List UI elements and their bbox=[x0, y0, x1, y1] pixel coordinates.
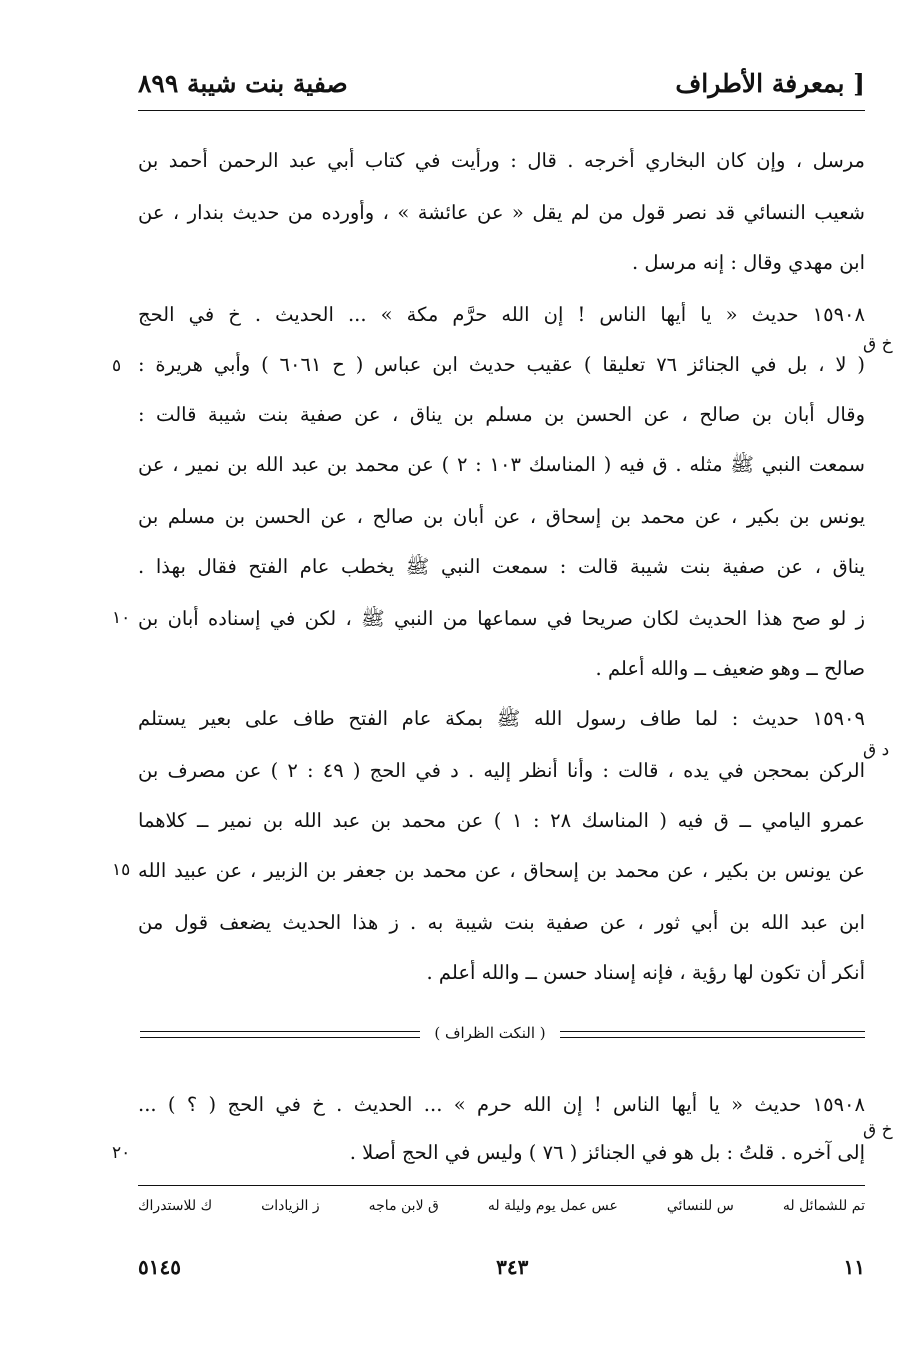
text-line: سمعت النبي ﷺ مثله . ق فيه ( المناسك ١٠٣ : ٢ ) عن محمد بن عبد الله بن نمير ، عن bbox=[138, 453, 865, 476]
abbreviation-key bbox=[138, 1198, 865, 1214]
separator-rule-left bbox=[140, 1031, 420, 1038]
text-line: الركن بمحجن في يده ، قالت : وأنا أنظر إليه . د في الحج ( ٤٩ : ٢ ) عن مصرف بن bbox=[138, 759, 865, 782]
text-line: عمرو اليامي ــ ق فيه ( المناسك ٢٨ : ١ ) عن محمد بن عبد الله بن نمير ــ كلاهما bbox=[138, 809, 865, 832]
abbr-item: س للنسائي bbox=[666, 1198, 734, 1214]
hadith-heading-15909: ١٥٩٠٩ حديث : لما طاف رسول الله ﷺ بمكة عام الفتح طاف على بعير يستلم bbox=[138, 707, 865, 730]
abbr-item: ق لابن ماجه bbox=[368, 1198, 439, 1214]
hadith-heading-15908: ١٥٩٠٨ حديث « يا أيها الناس ! إن الله حرَّم مكة » ... الحديث . خ في الحج bbox=[138, 303, 865, 326]
text-line: وقال أبان بن صالح ، عن الحسن بن مسلم بن يناق ، عن صفية بنت شيبة قالت : bbox=[138, 403, 865, 426]
text-line: يناق ، عن صفية بنت شيبة قالت : سمعت النبي ﷺ يخطب عام الفتح فقال بهذا . bbox=[138, 555, 865, 578]
line-number: ٥ bbox=[112, 356, 122, 376]
nukat-heading-15908: ١٥٩٠٨ حديث « يا أيها الناس ! إن الله حرم » ... الحديث . خ في الحج ( ؟ ) ... bbox=[138, 1093, 865, 1116]
header-right: بمعرفة الأطراف ] bbox=[675, 68, 865, 98]
text-line: يونس بن بكير ، عن محمد بن إسحاق ، عن أبان بن صالح ، عن الحسن بن مسلم بن bbox=[138, 505, 865, 528]
separator-rule-right bbox=[560, 1031, 865, 1038]
text-line: ( لا ، بل في الجنائز ٧٦ تعليقا ) عقيب حديث ابن عباس ( ح ٦٠٦١ ) وأبي هريرة : bbox=[138, 353, 865, 376]
footer-right: ١١ bbox=[843, 1255, 865, 1279]
text-line: ابن عبد الله بن أبي ثور ، عن صفية بنت شيبة به . ز هذا الحديث يضعف قول من bbox=[138, 911, 865, 934]
marginal-sigla: خ ق bbox=[863, 334, 893, 354]
marginal-sigla: د ق bbox=[863, 740, 890, 760]
page-footer bbox=[138, 1255, 865, 1279]
footer-left: ٥١٤٥ bbox=[138, 1255, 181, 1279]
abbr-item: عس عمل يوم وليلة له bbox=[487, 1198, 618, 1214]
marginal-sigla: خ ق bbox=[863, 1120, 893, 1140]
separator-label: ( النكت الظراف ) bbox=[434, 1024, 546, 1042]
line-number: ١٥ bbox=[112, 860, 131, 880]
line-number: ٢٠ bbox=[112, 1143, 131, 1163]
text-line: صالح ــ وهو ضعيف ــ والله أعلم . bbox=[595, 657, 865, 680]
abbr-item: ز الزيادات bbox=[261, 1198, 320, 1214]
header-left: صفية بنت شيبة ٨٩٩ bbox=[138, 68, 348, 98]
text-line: ز لو صح هذا الحديث لكان صريحا في سماعها من النبي ﷺ ، لكن في إسناده أبان بن bbox=[138, 607, 865, 630]
line-number: ١٠ bbox=[112, 608, 131, 628]
text-line: شعيب النسائي قد نصر قول من لم يقل « عن عائشة » ، وأورده من حديث بندار ، عن bbox=[138, 201, 865, 224]
text-line: إلى آخره . قلتُ : بل هو في الجنائز ( ٧٦ ) وليس في الحج أصلا . bbox=[349, 1141, 865, 1164]
text-line: ابن مهدي وقال : إنه مرسل . bbox=[631, 251, 865, 274]
running-header bbox=[138, 58, 865, 108]
text-line: مرسل ، وإن كان البخاري أخرجه . قال : ورأيت في كتاب أبي عبد الرحمن أحمد بن bbox=[138, 149, 865, 172]
abbr-item: تم للشمائل له bbox=[782, 1198, 865, 1214]
header-rule bbox=[138, 110, 865, 111]
footnote-rule bbox=[138, 1185, 865, 1186]
abbr-item: ك للاستدراك bbox=[138, 1198, 213, 1214]
page-number: ٣٤٣ bbox=[496, 1255, 529, 1279]
text-line: أنكر أن تكون لها رؤية ، فإنه إسناد حسن ــ والله أعلم . bbox=[426, 961, 865, 984]
text-line: عن يونس بن بكير ، عن محمد بن إسحاق ، عن محمد بن جعفر بن الزبير ، عن عبيد الله bbox=[138, 859, 865, 882]
